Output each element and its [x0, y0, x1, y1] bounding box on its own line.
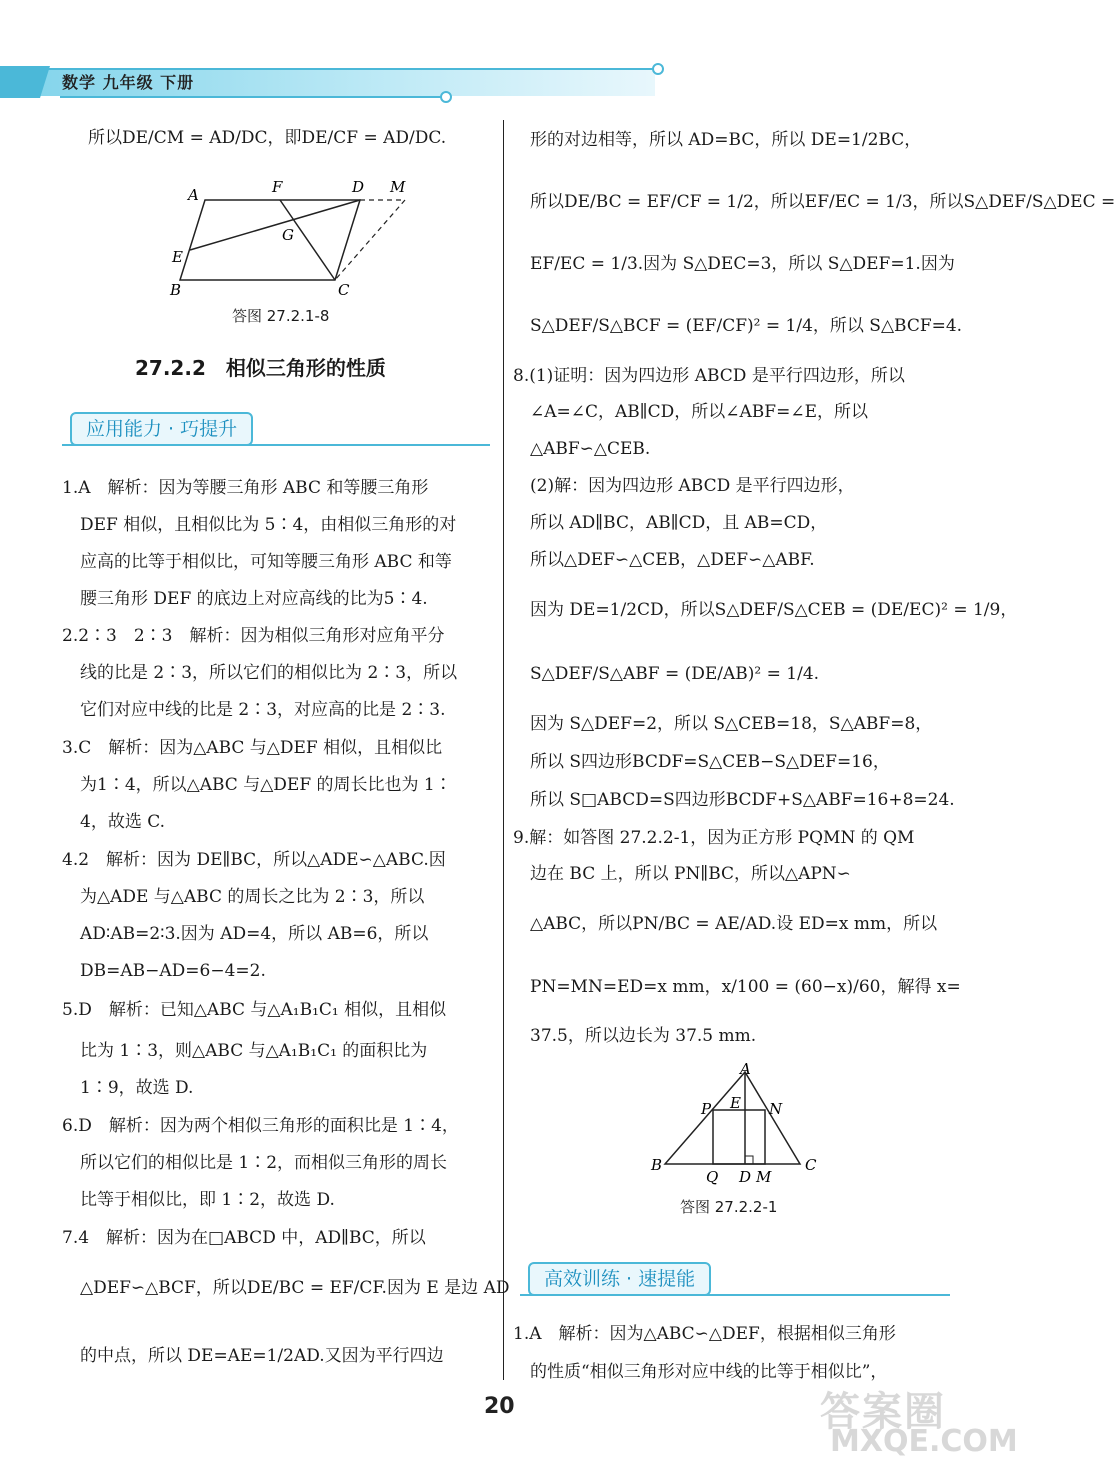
text-line: 线的比是 2∶3，所以它们的相似比为 2∶3，所以	[80, 663, 458, 683]
text-line: 的性质“相似三角形对应中线的比等于相似比”，	[530, 1362, 888, 1382]
text-line: DEF 相似，且相似比为 5∶4，由相似三角形的对	[80, 515, 457, 535]
text-line: 1.A 解析：因为△ABC∽△DEF，根据相似三角形	[513, 1324, 896, 1344]
fig1-label: B	[170, 281, 182, 299]
text-line: 为1∶4，所以△ABC 与△DEF 的周长比也为 1∶	[80, 775, 452, 795]
text-line: 所以 S□ABCD=S四边形BCDF+S△ABF=16+8=24.	[530, 790, 955, 810]
fig2-label: A	[740, 1060, 751, 1078]
section-label: 高效训练 · 速提能	[528, 1262, 711, 1296]
text-line: 所以 S四边形BCDF=S△CEB−S△DEF=16，	[530, 752, 890, 772]
text-line: 8.(1)证明：因为四边形 ABCD 是平行四边形，所以	[513, 366, 905, 386]
text-line: DB=AB−AD=6−4=2.	[80, 961, 266, 981]
text-line: 所以△DEF∽△CEB，△DEF∽△ABF.	[530, 550, 815, 570]
watermark: 答案圈	[820, 1389, 946, 1435]
text-line: △DEF∽△BCF，所以DE/BC = EF/CF.因为 E 是边 AD	[80, 1278, 510, 1298]
text-line: PN=MN=ED=x mm，x/100 = (60−x)/60，解得 x=	[530, 977, 961, 997]
column-divider	[503, 120, 504, 1380]
text-line: 所以DE/CM = AD/DC，即DE/CF = AD/DC.	[88, 128, 447, 148]
watermark-url: MXQE.COM	[830, 1424, 1018, 1459]
text-line: 1∶9，故选 D.	[80, 1078, 194, 1098]
text-line: 2.2∶3 2∶3 解析：因为相似三角形对应角平分	[62, 626, 445, 646]
text-line: 5.D 解析：已知△ABC 与△A₁B₁C₁ 相似，且相似	[62, 1000, 447, 1020]
section-header-applied	[62, 412, 490, 446]
text-line: 边在 BC 上，所以 PN∥BC，所以△APN∽	[530, 864, 851, 884]
text-line: 4，故选 C.	[80, 812, 166, 832]
fig2-label: N	[769, 1100, 783, 1118]
fig2-label: C	[805, 1156, 817, 1174]
fig2-label: M	[756, 1168, 772, 1186]
text-line: 因为 S△DEF=2，所以 S△CEB=18，S△ABF=8，	[530, 714, 933, 734]
section-header-efficient	[520, 1262, 950, 1296]
text-line: 37.5，所以边长为 37.5 mm.	[530, 1026, 757, 1046]
text-line: 形的对边相等，所以 AD=BC，所以 DE=1/2BC，	[530, 130, 922, 150]
fig2-label: Q	[706, 1168, 719, 1186]
text-line: △ABF∽△CEB.	[530, 439, 651, 459]
text-line: EF/EC = 1/3.因为 S△DEC=3，所以 S△DEF=1.因为	[530, 254, 955, 274]
fig1-label: D	[352, 178, 365, 196]
text-line: 的中点，所以 DE=AE=1/2AD.又因为平行四边	[80, 1346, 444, 1366]
fig2-label: E	[730, 1094, 741, 1112]
text-line: 腰三角形 DEF 的底边上对应高线的比为5∶4.	[80, 589, 428, 609]
header-dot	[652, 63, 664, 75]
fig1-label: F	[272, 178, 283, 196]
text-line: S△DEF/S△ABF = (DE/AB)² = 1/4.	[530, 664, 820, 684]
text-line: 所以它们的相似比是 1∶2，而相似三角形的周长	[80, 1153, 448, 1173]
text-line: 因为 DE=1/2CD，所以S△DEF/S△CEB = (DE/EC)² = 1/9，	[530, 600, 1018, 620]
section-rule	[520, 1294, 950, 1296]
text-line: 7.4 解析：因为在□ABCD 中，AD∥BC，所以	[62, 1228, 426, 1248]
text-line: 4.2 解析：因为 DE∥BC，所以△ADE∽△ABC.因	[62, 850, 446, 870]
fig2-label: P	[701, 1100, 712, 1118]
header-title: 数学 九年级 下册	[62, 73, 195, 92]
text-line: 比为 1∶3，则△ABC 与△A₁B₁C₁ 的面积比为	[80, 1041, 428, 1061]
text-line: 所以DE/BC = EF/CF = 1/2，所以EF/EC = 1/3，所以S△DEF/S△DEC =	[530, 192, 1115, 212]
figure-parallelogram	[160, 170, 430, 300]
figure-caption: 答图 27.2.1-8	[232, 307, 330, 325]
fig1-label: A	[188, 186, 199, 204]
page-number: 20	[484, 1394, 515, 1419]
fig1-label: G	[282, 226, 294, 244]
text-line: 为△ADE 与△ABC 的周长之比为 2∶3，所以	[80, 887, 425, 907]
section-label: 应用能力 · 巧提升	[70, 412, 253, 446]
text-line: 它们对应中线的比是 2∶3，对应高的比是 2∶3.	[80, 700, 446, 720]
section-title: 27.2.2 相似三角形的性质	[135, 356, 386, 380]
text-line: △ABC，所以PN/BC = AE/AD.设 ED=x mm，所以	[530, 914, 938, 934]
text-line: 应高的比等于相似比，可知等腰三角形 ABC 和等	[80, 552, 452, 572]
fig1-label: E	[172, 248, 183, 266]
text-line: 3.C 解析：因为△ABC 与△DEF 相似，且相似比	[62, 738, 443, 758]
fig1-label: C	[338, 281, 350, 299]
text-line: 比等于相似比，即 1∶2，故选 D.	[80, 1190, 335, 1210]
header-rule-lower	[60, 96, 445, 98]
fig1-label: M	[390, 178, 406, 196]
text-line: 6.D 解析：因为两个相似三角形的面积比是 1∶4，	[62, 1116, 459, 1136]
text-line: 9.解：如答图 27.2.2-1，因为正方形 PQMN 的 QM	[513, 828, 915, 848]
text-line: S△DEF/S△BCF = (EF/CF)² = 1/4，所以 S△BCF=4.	[530, 316, 963, 336]
figure-triangle-square	[645, 1060, 825, 1190]
fig2-label: B	[651, 1156, 663, 1174]
fig2-label: D	[739, 1168, 752, 1186]
section-rule	[62, 444, 490, 446]
figure-caption: 答图 27.2.2-1	[680, 1198, 778, 1216]
text-line: 1.A 解析：因为等腰三角形 ABC 和等腰三角形	[62, 478, 429, 498]
text-line: (2)解：因为四边形 ABCD 是平行四边形，	[530, 476, 855, 496]
text-line: 所以 AD∥BC，AB∥CD，且 AB=CD，	[530, 513, 828, 533]
header-dot	[440, 91, 452, 103]
text-line: AD∶AB=2∶3.因为 AD=4，所以 AB=6，所以	[80, 924, 429, 944]
text-line: ∠A=∠C，AB∥CD，所以∠ABF=∠E，所以	[530, 402, 868, 422]
